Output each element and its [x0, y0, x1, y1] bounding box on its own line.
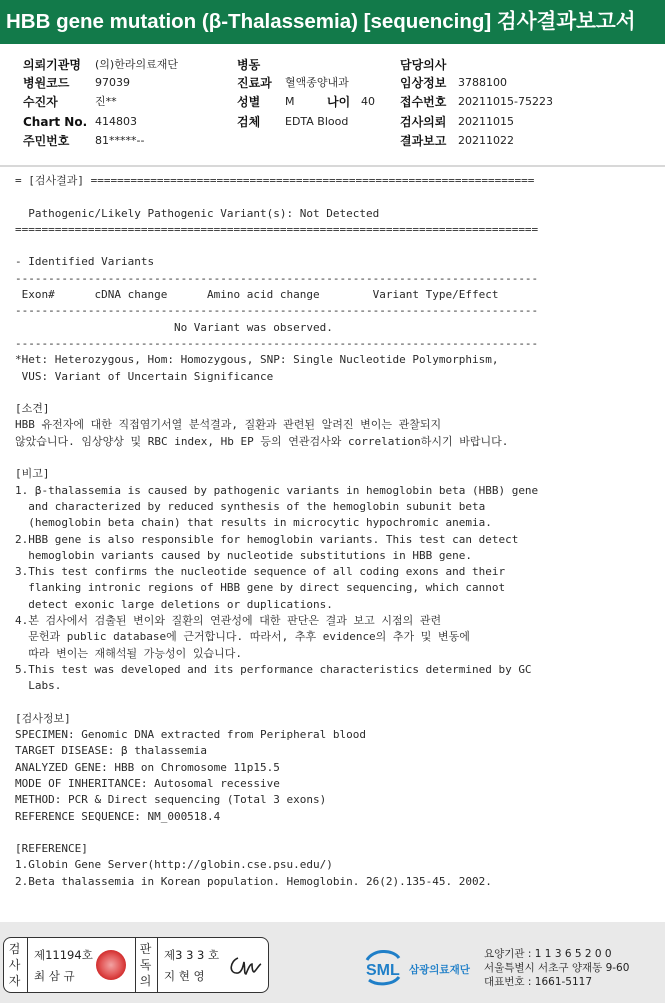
report-line: TARGET DISEASE: β thalassemia [15, 744, 208, 758]
report-line: - Identified Variants [15, 255, 155, 269]
report-line: ------------------------------------------------------------------------------- [15, 304, 539, 318]
info-value: 진** [95, 95, 117, 108]
report-line: flanking intronic regions of HBB gene by direct sequencing, which cannot [15, 581, 506, 595]
signature-license-no-1: 제11194호 [34, 948, 93, 962]
logo-wordmark: SML [366, 962, 400, 979]
footer [0, 922, 665, 1003]
report-line: 1. β-thalassemia is caused by pathogenic variants in hemoglobin beta (HBB) gene [15, 483, 539, 497]
report-line: and characterized by reduced synthesis of the hemoglobin subunit beta [15, 499, 486, 513]
report-line [15, 825, 655, 841]
report-line [15, 450, 655, 466]
org-line-address: 서울특별시 서초구 양재동 9-60 [484, 962, 630, 974]
report-line: 2.Beta thalassemia in Korean population. Hemoglobin. 26(2).135-45. 2002. [15, 874, 492, 888]
info-value: 414803 [95, 115, 137, 128]
report-line: [비고] [15, 467, 50, 481]
report-line: METHOD: PCR & Direct sequencing (Total 3 exons) [15, 793, 327, 807]
report-line: REFERENCE SEQUENCE: NM_000518.4 [15, 809, 221, 823]
report-line: detect exonic large deletions or duplications. [15, 597, 333, 611]
report-line: 4.본 검사에서 검출된 변이와 질환의 연관성에 대한 판단은 결과 보고 시점의 관련 [15, 614, 442, 628]
signature-name-1: 최 삼 규 [34, 969, 75, 983]
report-line: hemoglobin variants caused by nucleotide substitutions in HBB gene. [15, 548, 472, 562]
report-line [15, 695, 655, 711]
handwritten-signature-icon [226, 952, 264, 980]
report-line: No Variant was observed. [15, 320, 333, 334]
info-label: 검체 [237, 115, 261, 129]
info-label: 임상정보 [400, 76, 447, 90]
signature-role-label-2: 판독의 [139, 942, 152, 988]
info-label: 결과보고 [400, 134, 447, 148]
signature-name-2: 지 현 영 [164, 969, 205, 983]
info-label: 접수번호 [400, 95, 447, 109]
info-label: 나이 [327, 95, 351, 109]
report-line [15, 385, 655, 401]
info-value: 40 [361, 95, 375, 108]
info-value: 3788100 [458, 76, 507, 89]
report-line: 1.Globin Gene Server(http://globin.cse.psu.edu/) [15, 858, 333, 872]
info-value: 20211015-75223 [458, 95, 553, 108]
divider [135, 938, 136, 992]
info-value: EDTA Blood [285, 115, 349, 128]
report-title: HBB gene mutation (β-Thalassemia) [sequencing] 검사결과보고서 [0, 0, 665, 44]
report-line: Exon# cDNA change Amino acid change Variant Type/Effect [15, 288, 499, 302]
info-value: M [285, 95, 295, 108]
report-line: HBB 유전자에 대한 직접염기서열 분석결과, 질환과 관련된 알려진 변이는 관찰되지 [15, 418, 442, 432]
sml-logo-icon [363, 946, 483, 986]
report-body [15, 173, 655, 890]
org-contact [484, 947, 629, 989]
report-line [15, 238, 655, 254]
info-label: 진료과 [237, 76, 272, 90]
report-line: 5.This test was developed and its performance characteristics determined by GC [15, 662, 532, 676]
info-label: Chart No. [23, 115, 88, 129]
info-divider [0, 165, 665, 167]
patient-info-panel [0, 44, 665, 166]
seal-stamp-icon [96, 950, 126, 980]
report-line: SPECIMEN: Genomic DNA extracted from Peripheral blood [15, 728, 366, 742]
info-label: 성별 [237, 95, 261, 109]
report-line: ------------------------------------------------------------------------------- [15, 336, 539, 350]
report-line: ------------------------------------------------------------------------------- [15, 271, 539, 285]
info-value: 혈액종양내과 [285, 76, 349, 89]
report-line: ANALYZED GENE: HBB on Chromosome 11p15.5 [15, 760, 280, 774]
logo-org-name: 삼광의료재단 [409, 964, 470, 976]
report-line: [REFERENCE] [15, 842, 88, 856]
report-line: 2.HBB gene is also responsible for hemoglobin variants. This test can detect [15, 532, 519, 546]
report-line: = [검사결과] =================================================================== [15, 174, 535, 187]
info-label: 검사의뢰 [400, 115, 447, 129]
signature-role-label-1: 검사자 [8, 942, 21, 988]
report-line: (hemoglobin beta chain) that results in microcytic hypochromic anemia. [15, 516, 492, 530]
report-line: [검사정보] [15, 711, 71, 725]
report-line [15, 189, 655, 205]
report-line: =============================================================================== [15, 222, 539, 236]
report-line: 않았습니다. 임상양상 및 RBC index, Hb EP 등의 연관검사와 correlation하시기 바랍니다. [15, 434, 509, 448]
report-line: [소견] [15, 402, 50, 416]
info-label: 병동 [237, 58, 261, 72]
info-label: 병원코드 [23, 76, 70, 90]
info-label: 수진자 [23, 95, 58, 109]
info-label: 주민번호 [23, 134, 70, 148]
info-value: 20211015 [458, 115, 514, 128]
info-label: 의뢰기관명 [23, 58, 81, 72]
org-line-institution: 요양기관 : 1 1 3 6 5 2 0 0 [484, 948, 612, 960]
report-line: 따라 변이는 재해석될 가능성이 있습니다. [15, 646, 242, 660]
org-line-phone: 대표번호 : 1661-5117 [484, 976, 593, 988]
info-label: 담당의사 [400, 58, 447, 72]
info-value: 97039 [95, 76, 130, 89]
report-line: 문헌과 public database에 근거합니다. 따라서, 추후 evidence의 추가 및 변동에 [15, 630, 470, 644]
report-line: Pathogenic/Likely Pathogenic Variant(s): Not Detected [15, 206, 380, 220]
report-line: VUS: Variant of Uncertain Significance [15, 369, 274, 383]
report-line: MODE OF INHERITANCE: Autosomal recessive [15, 776, 280, 790]
info-value: (의)한라의료재단 [95, 58, 178, 71]
report-line: 3.This test confirms the nucleotide sequence of all coding exons and their [15, 565, 506, 579]
info-value: 20211022 [458, 134, 514, 147]
info-value: 81*****-- [95, 134, 145, 147]
divider [27, 938, 28, 992]
report-line: *Het: Heterozygous, Hom: Homozygous, SNP: Single Nucleotide Polymorphism, [15, 353, 499, 367]
report-line: Labs. [15, 679, 62, 693]
divider [157, 938, 158, 992]
signature-box [3, 937, 269, 993]
signature-license-no-2: 제3 3 3 호 [164, 948, 220, 962]
